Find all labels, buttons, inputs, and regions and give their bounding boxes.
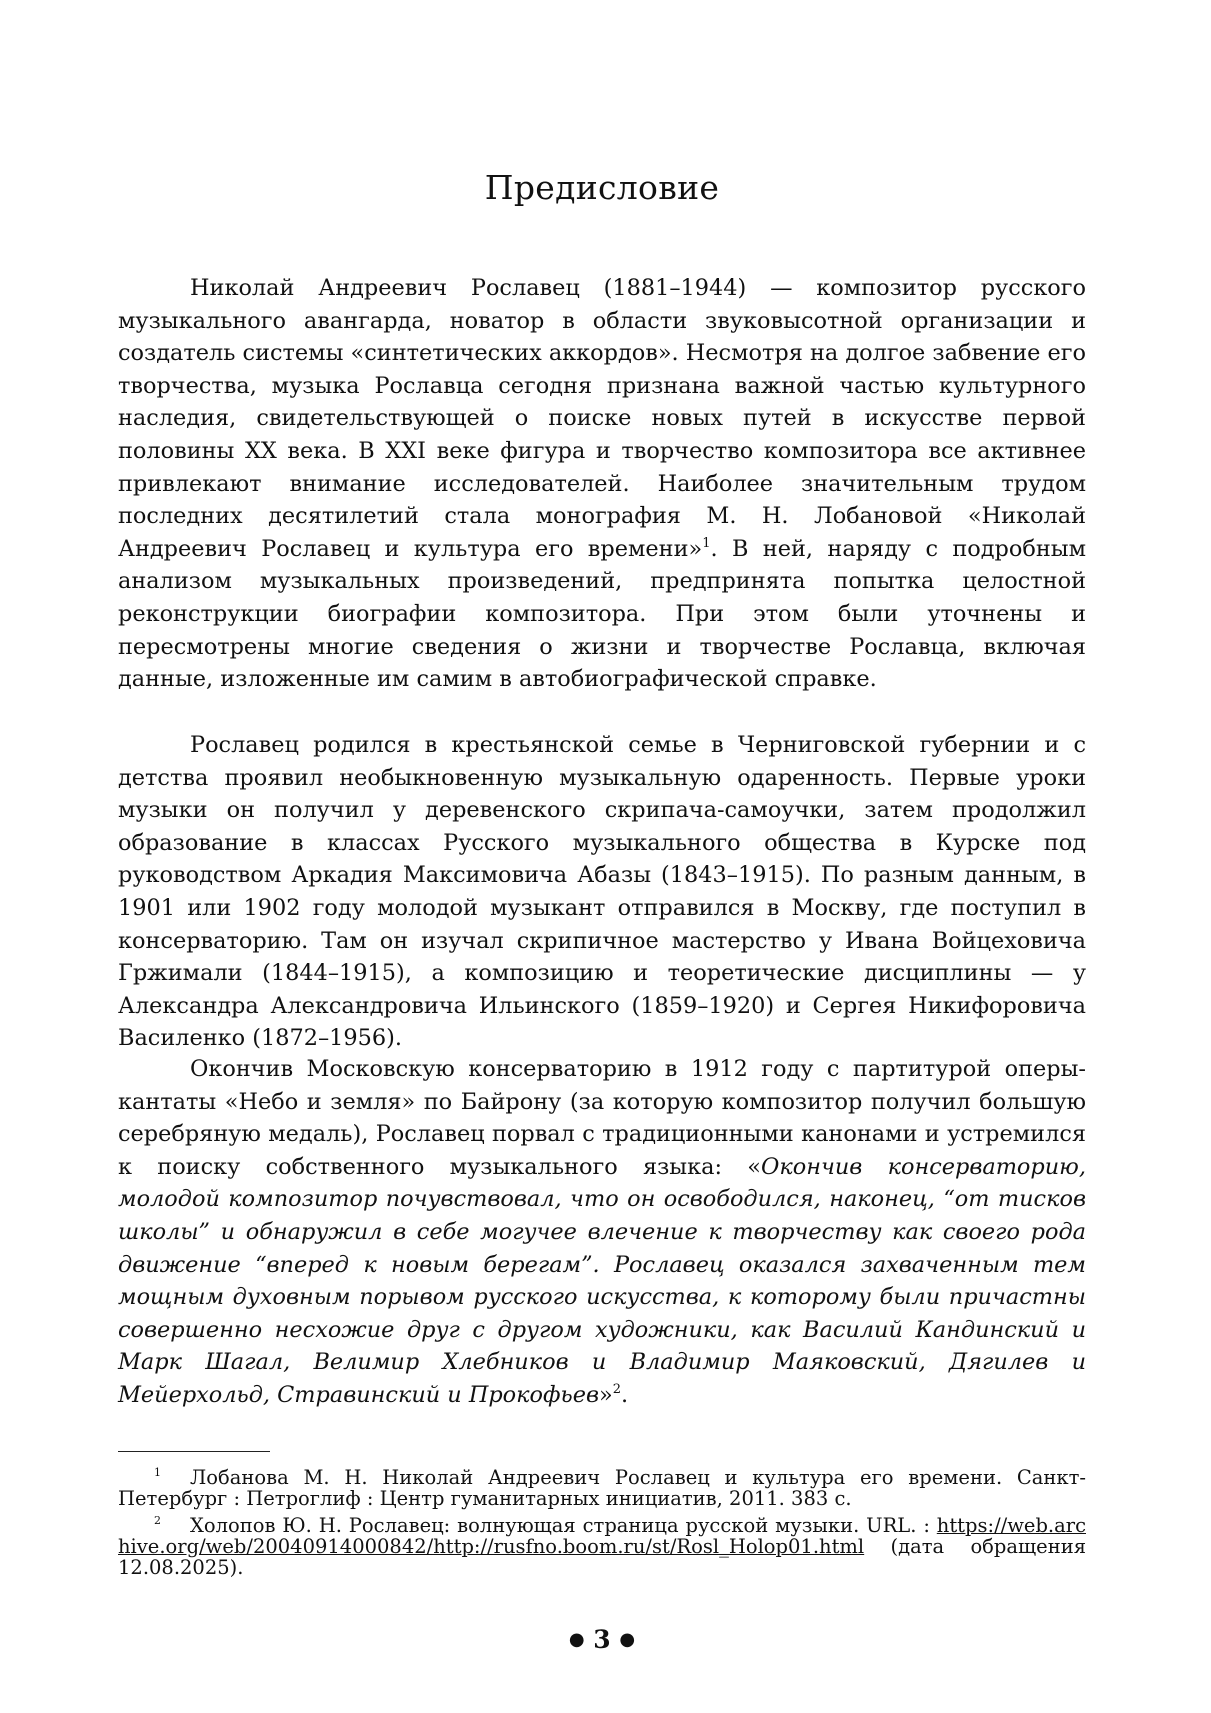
footnote-1-number: 1 <box>154 1466 161 1479</box>
paragraph-3-text: Окончив Московскую консерваторию в 1912 году с партитурой оперы-кантаты «Небо и земля» по Байрону (за которую композитор получил большую серебряную медаль), Рославец порвал с традиционными канонами и устремился к поиску собственного музыкального языка: « <box>118 1056 1086 1180</box>
footnote-2-text: Холопов Ю. Н. Рославец: волнующая страница русской музыки. URL. : <box>190 1514 937 1537</box>
page-title: Предисловие <box>484 168 720 207</box>
footnote-1-text: Лобанова М. Н. Николай Андреевич Рославец и культура его времени. Санкт-Петербург : Петроглиф : Центр гуманитарных инициатив, 2011. 383 с. <box>118 1466 1086 1510</box>
footnote-2-link[interactable]: https://web.archive.org/web/20040914000842/http://rusfno.boom.ru/st/Rosl_Holop01.html <box>118 1514 1086 1558</box>
bullet-right-icon: ● <box>619 1629 636 1650</box>
footnote-ref-1[interactable]: 1 <box>702 535 711 551</box>
footnote-2-number: 2 <box>154 1514 161 1527</box>
footnote-ref-2[interactable]: 2 <box>612 1381 621 1397</box>
paragraph-1-tail: . В ней, наряду с подробным анализом музыкальных произведений, предпринята попытка целостной реконструкции биографии композитора. При этом были уточнены и пересмотрены многие сведения о жизни и творчестве Рославца, включая данные, изложенные им самим в автобиографической справке. <box>118 535 1087 693</box>
bullet-left-icon: ● <box>568 1629 585 1650</box>
paragraph-2-text: Рославец родился в крестьянской семье в Черниговской губернии и с детства проявил необыкновенную музыкальную одаренность. Первые уроки музыки он получил у деревенского скрипача-самоучки, затем продолжил образование в классах Русского музыкального общества в Курске под руководством Аркадия Максимовича Абазы (1843–1915). По разным данным, в 1901 или 1902 году молодой музыкант отправился в Москву, где поступил в консерваторию. Там он изучал скрипичное мастерство у Ивана Войцеховича Гржимали (1844–1915), а композицию и теоретические дисциплины — у Александра Александровича Ильинского (1859–1920) и Сергея Никифоровича Василенко (1872–1956). <box>118 732 1086 1052</box>
paragraph-1-text: Николай Андреевич Рославец (1881–1944) — композитор русского музыкального авангарда, новатор в области звуковысотной организации и создатель системы «синтетических аккордов». Несмотря на долгое забвение его творчества, музыка Рославца сегодня признана важной частью культурного наследия, свидетельствующей о поиске новых путей в искусстве первой половины XX века. В XXI веке фигура и творчество композитора все активнее привлекают внимание исследователей. Наиболее значительным трудом последних десятилетий стала монография М. Н. Лобановой «Николай Андреевич Рославец и культура его времени» <box>118 275 1086 562</box>
paragraph-3-end: . <box>621 1381 629 1408</box>
page-number <box>118 1625 1086 1654</box>
paragraph-2 <box>118 729 1086 1055</box>
paragraph-3 <box>118 1053 1086 1412</box>
page-number-value: 3 <box>593 1625 611 1654</box>
paragraph-3-close-quote: » <box>599 1381 613 1408</box>
paragraph-3-quote: Окончив консерваторию, молодой композитор почувствовал, что он освободился, наконец, “от тисков школы” и обнаружил в себе могучее влечение к творчеству как своего рода движение “вперед к новым берегам”. Рославец оказался захваченным тем мощным духовным порывом русского искусства, к которому были причастны совершенно несхожие друг с другом художники, как Василий Кандинский и Марк Шагал, Велимир Хлебников и Владимир Маяковский, Дягилев и Мейерхольд, Стравинский и Прокофьев <box>118 1153 1086 1408</box>
footnote-divider <box>118 1451 270 1452</box>
footnote-2 <box>118 1510 1086 1578</box>
footnote-2-tail: (дата обращения 12.08.2025). <box>118 1535 1086 1579</box>
paragraph-1 <box>118 272 1086 696</box>
footnote-1 <box>118 1462 1086 1509</box>
